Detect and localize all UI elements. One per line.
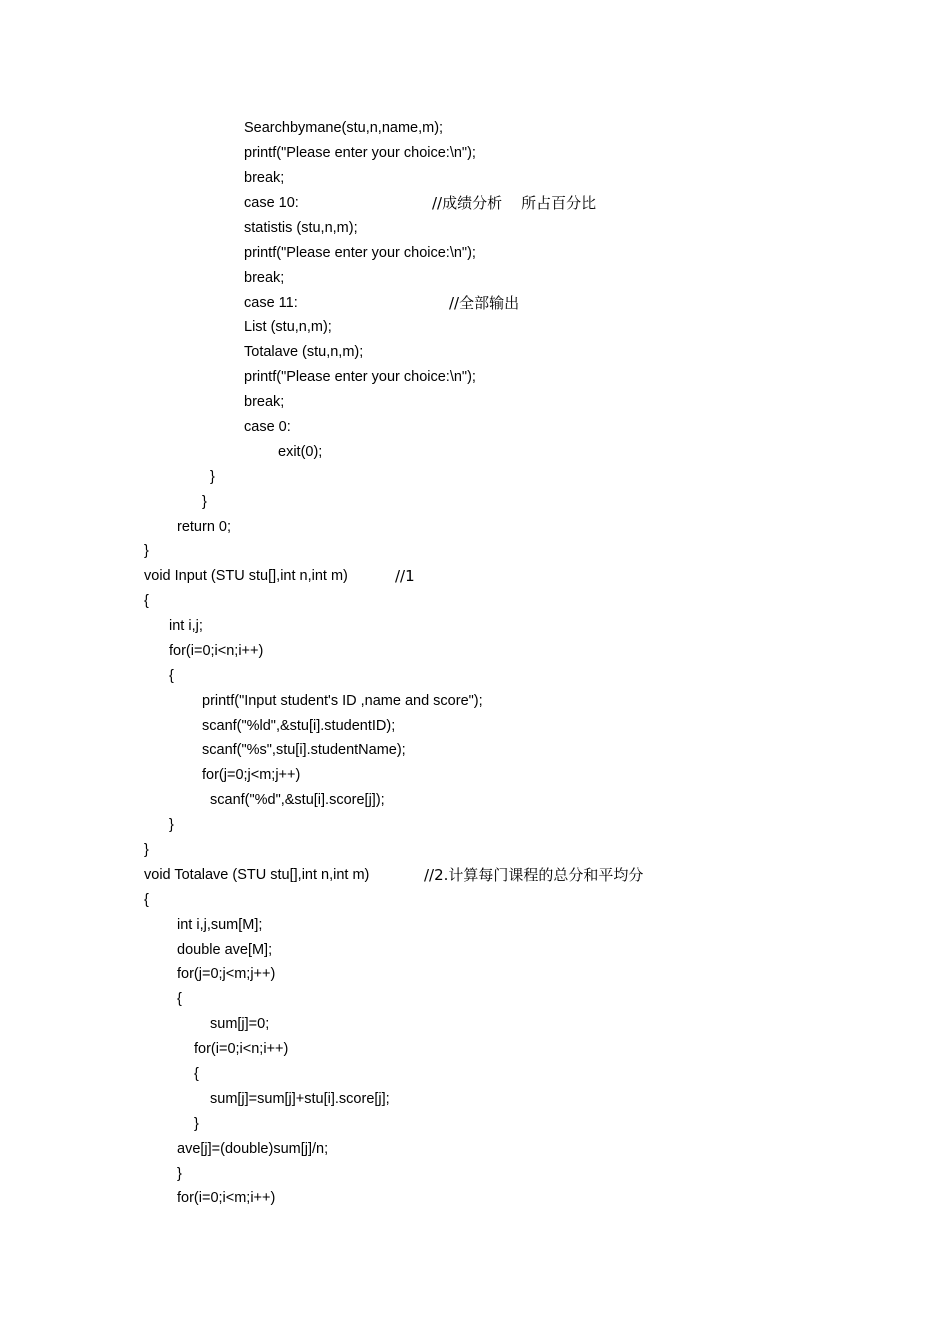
document-page: Searchbymane(stu,n,name,m); printf("Please enter your choice:\n"); break; case 10: //成绩分析 所占百分比 statistis (stu,n,m); printf("Please enter your choice:\n"); break; case 11: //全部输出 List (stu,n,m); Totalave (stu,n,m); printf("Please enter your choice:\n"); break; case 0: exit(0); } } return 0; } void Input (STU stu[],int n,int m) //1 { int i,j; for(i=0;i<n;i++) { printf("Input student's ID ,name and score"); scanf("%ld",&stu[i].studentID); scanf("%s",stu[i].studentName); for(j=0;j<m;j++) scanf("%d",&stu[i].score[j]); } } void Totalave (STU stu[],int n,int m) //2.计算每门课程的总分和平均分 { int i,j,sum[M]; double ave[M]; for(j=0;j<m;j++) { sum[j]=0; for(i=0;i<n;i++) { sum[j]=sum[j]+stu[i].score[j]; } ave[j]=(double)sum[j]/n; } for(i=0;i<m;i++) [144, 120, 644, 1206]
code-comment: //1 [395, 567, 415, 585]
code-comment: //成绩分析 所占百分比 [432, 194, 597, 212]
code-comment: //全部输出 [449, 294, 520, 312]
code-comment: //2.计算每门课程的总分和平均分 [424, 866, 644, 884]
